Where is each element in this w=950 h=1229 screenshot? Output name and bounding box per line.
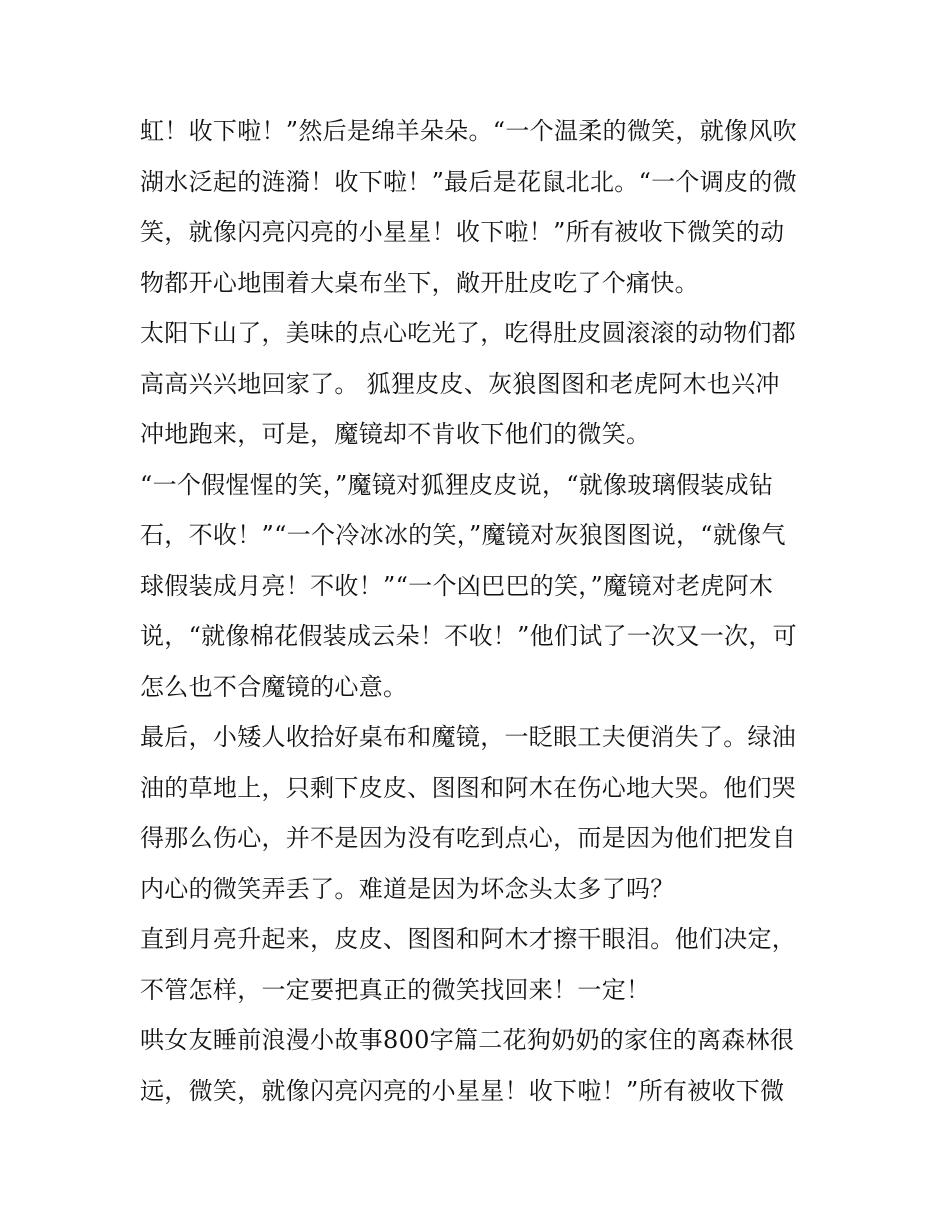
text-line: 怎么也不合魔镜的心意。 bbox=[140, 672, 408, 701]
text-line: 说，“就像棉花假装成云朵！不收！”他们试了一次又一次，可 bbox=[140, 622, 797, 650]
text-line: 太阳下山了，美味的点心吃光了，吃得肚皮圆滚滚的动物们都 bbox=[140, 319, 797, 347]
text-line: 球假装成月亮！不收！”“一个凶巴巴的笑，”魔镜对老虎阿木 bbox=[140, 571, 774, 600]
story-text bbox=[140, 106, 820, 1116]
text-line: 物都开心地围着大桌布坐下，敞开肚皮吃了个痛快。 bbox=[140, 268, 699, 297]
text-line: 哄女友睡前浪漫小故事800字篇二花狗奶奶的家住的离森林很 bbox=[140, 1026, 795, 1054]
text-line: 湖水泛起的涟漪！收下啦！”最后是花鼠北北。“一个调皮的微 bbox=[140, 167, 797, 196]
text-line: 虹！收下啦！”然后是绵羊朵朵。“一个温柔的微笑，就像风吹 bbox=[140, 117, 797, 145]
text-line: 油的草地上，只剩下皮皮、图图和阿木在伤心地大哭。他们哭 bbox=[140, 773, 797, 802]
text-line: 得那么伤心，并不是因为没有吃到点心，而是因为他们把发自 bbox=[140, 824, 797, 852]
text-line: 笑，就像闪亮闪亮的小星星！收下啦！”所有被收下微笑的动 bbox=[140, 218, 785, 246]
text-line: 石，不收！”“一个冷冰冰的笑，”魔镜对灰狼图图说，“就像气 bbox=[140, 521, 786, 549]
text-line: 冲地跑来，可是，魔镜却不肯收下他们的微笑。 bbox=[140, 420, 651, 448]
text-line: 内心的微笑弄丢了。难道是因为坏念头太多了吗？ bbox=[140, 874, 675, 903]
text-line: 最后，小矮人收拾好桌布和魔镜，一眨眼工夫便消失了。绿油 bbox=[140, 723, 797, 751]
text-line: “一个假惺惺的笑，”魔镜对狐狸皮皮说，“就像玻璃假装成钻 bbox=[140, 470, 774, 499]
text-line: 直到月亮升起来，皮皮、图图和阿木才擦干眼泪。他们决定， bbox=[140, 925, 797, 953]
text-line: 高高兴兴地回家了。 狐狸皮皮、灰狼图图和老虎阿木也兴冲 bbox=[140, 369, 780, 398]
text-line: 远，微笑，就像闪亮闪亮的小星星！收下啦！”所有被收下微 bbox=[140, 1076, 785, 1105]
text-line: 不管怎样，一定要把真正的微笑找回来！一定！ bbox=[140, 975, 651, 1004]
